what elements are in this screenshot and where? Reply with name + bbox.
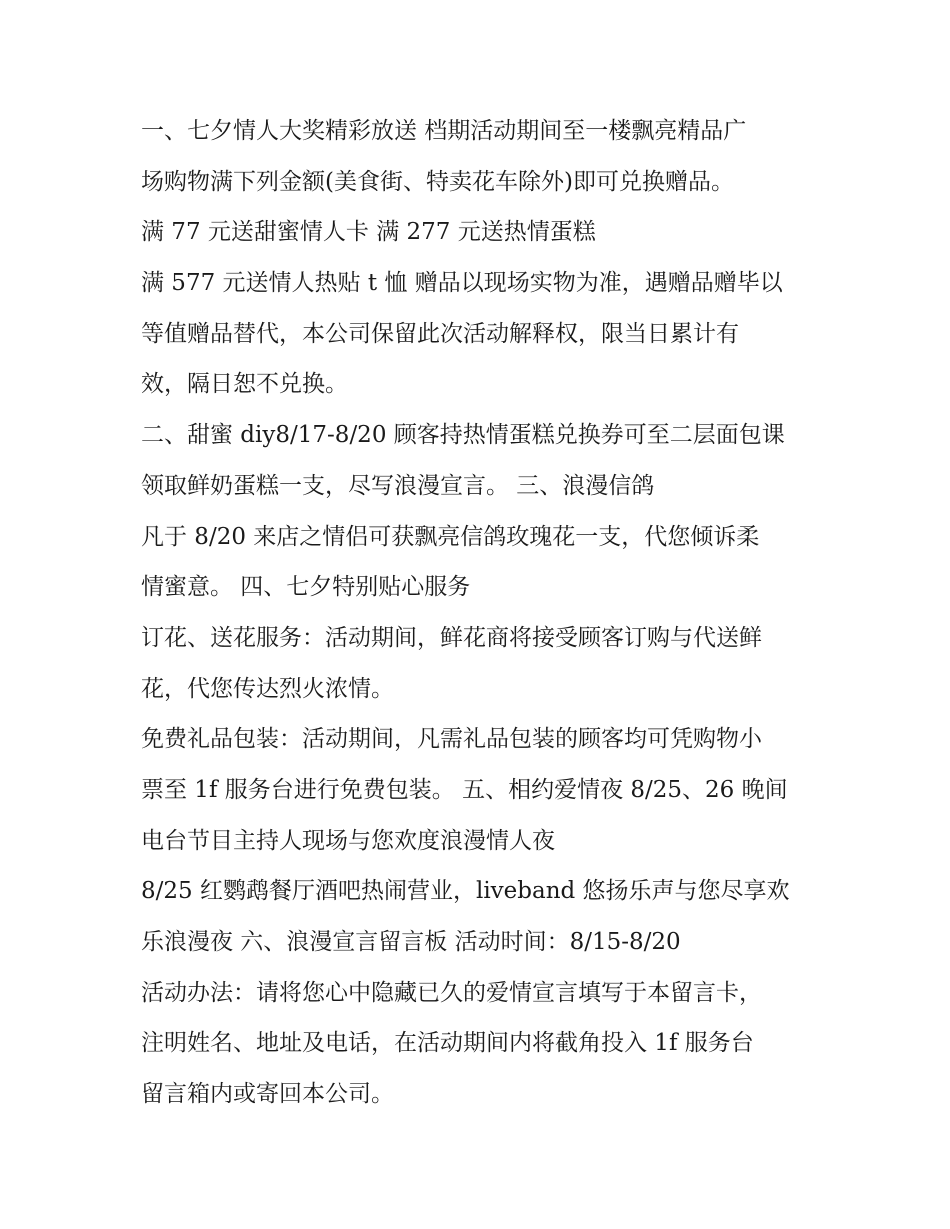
text-line: 免费礼品包装：活动期间，凡需礼品包装的顾客均可凭购物小 (141, 726, 762, 753)
text-line: 花，代您传达烈火浓情。 (141, 675, 394, 702)
text-line: 情蜜意。 四、七夕特别贴心服务 (141, 574, 471, 601)
text-line: 8/25 红鹦鹉餐厅酒吧热闹营业，liveband 悠扬乐声与您尽享欢 (141, 878, 790, 905)
text-line: 凡于 8/20 来店之情侣可获飘亮信鸽玫瑰花一支，代您倾诉柔 (141, 523, 760, 550)
text-line: 满 577 元送情人热贴 t 恤 赠品以现场实物为准，遇赠品赠毕以 (141, 270, 783, 297)
text-line: 效，隔日恕不兑换。 (141, 371, 348, 398)
text-line: 订花、送花服务：活动期间，鲜花商将接受顾客订购与代送鲜 (141, 624, 762, 651)
text-line: 领取鲜奶蛋糕一支，尽写浪漫宣言。 三、浪漫信鸽 (141, 472, 655, 499)
text-line: 一、七夕情人大奖精彩放送 档期活动期间至一楼飘亮精品广 (141, 118, 747, 144)
text-line: 留言箱内或寄回本公司。 (141, 1081, 394, 1108)
text-line: 电台节目主持人现场与您欢度浪漫情人夜 (141, 827, 555, 854)
text-line: 二、甜蜜 diy8/17-8/20 顾客持热情蛋糕兑换券可至二层面包课 (141, 422, 785, 449)
text-line: 票至 1f 服务台进行免费包装。 五、相约爱情夜 8/25、26 晚间 (141, 776, 788, 803)
text-line: 满 77 元送甜蜜情人卡 满 277 元送热情蛋糕 (141, 219, 596, 246)
text-line: 注明姓名、地址及电话，在活动期间内将截角投入 1f 服务台 (141, 1030, 754, 1057)
text-line: 场购物满下列金额(美食街、特卖花车除外)即可兑换赠品。 (141, 168, 734, 195)
document-body (141, 106, 831, 1120)
text-line: 活动办法：请将您心中隐藏已久的爱情宣言填写于本留言卡， (141, 979, 762, 1006)
text-line: 等值赠品替代，本公司保留此次活动解释权，限当日累计有 (141, 320, 739, 347)
text-line: 乐浪漫夜 六、浪漫宣言留言板 活动时间：8/15-8/20 (141, 929, 681, 955)
